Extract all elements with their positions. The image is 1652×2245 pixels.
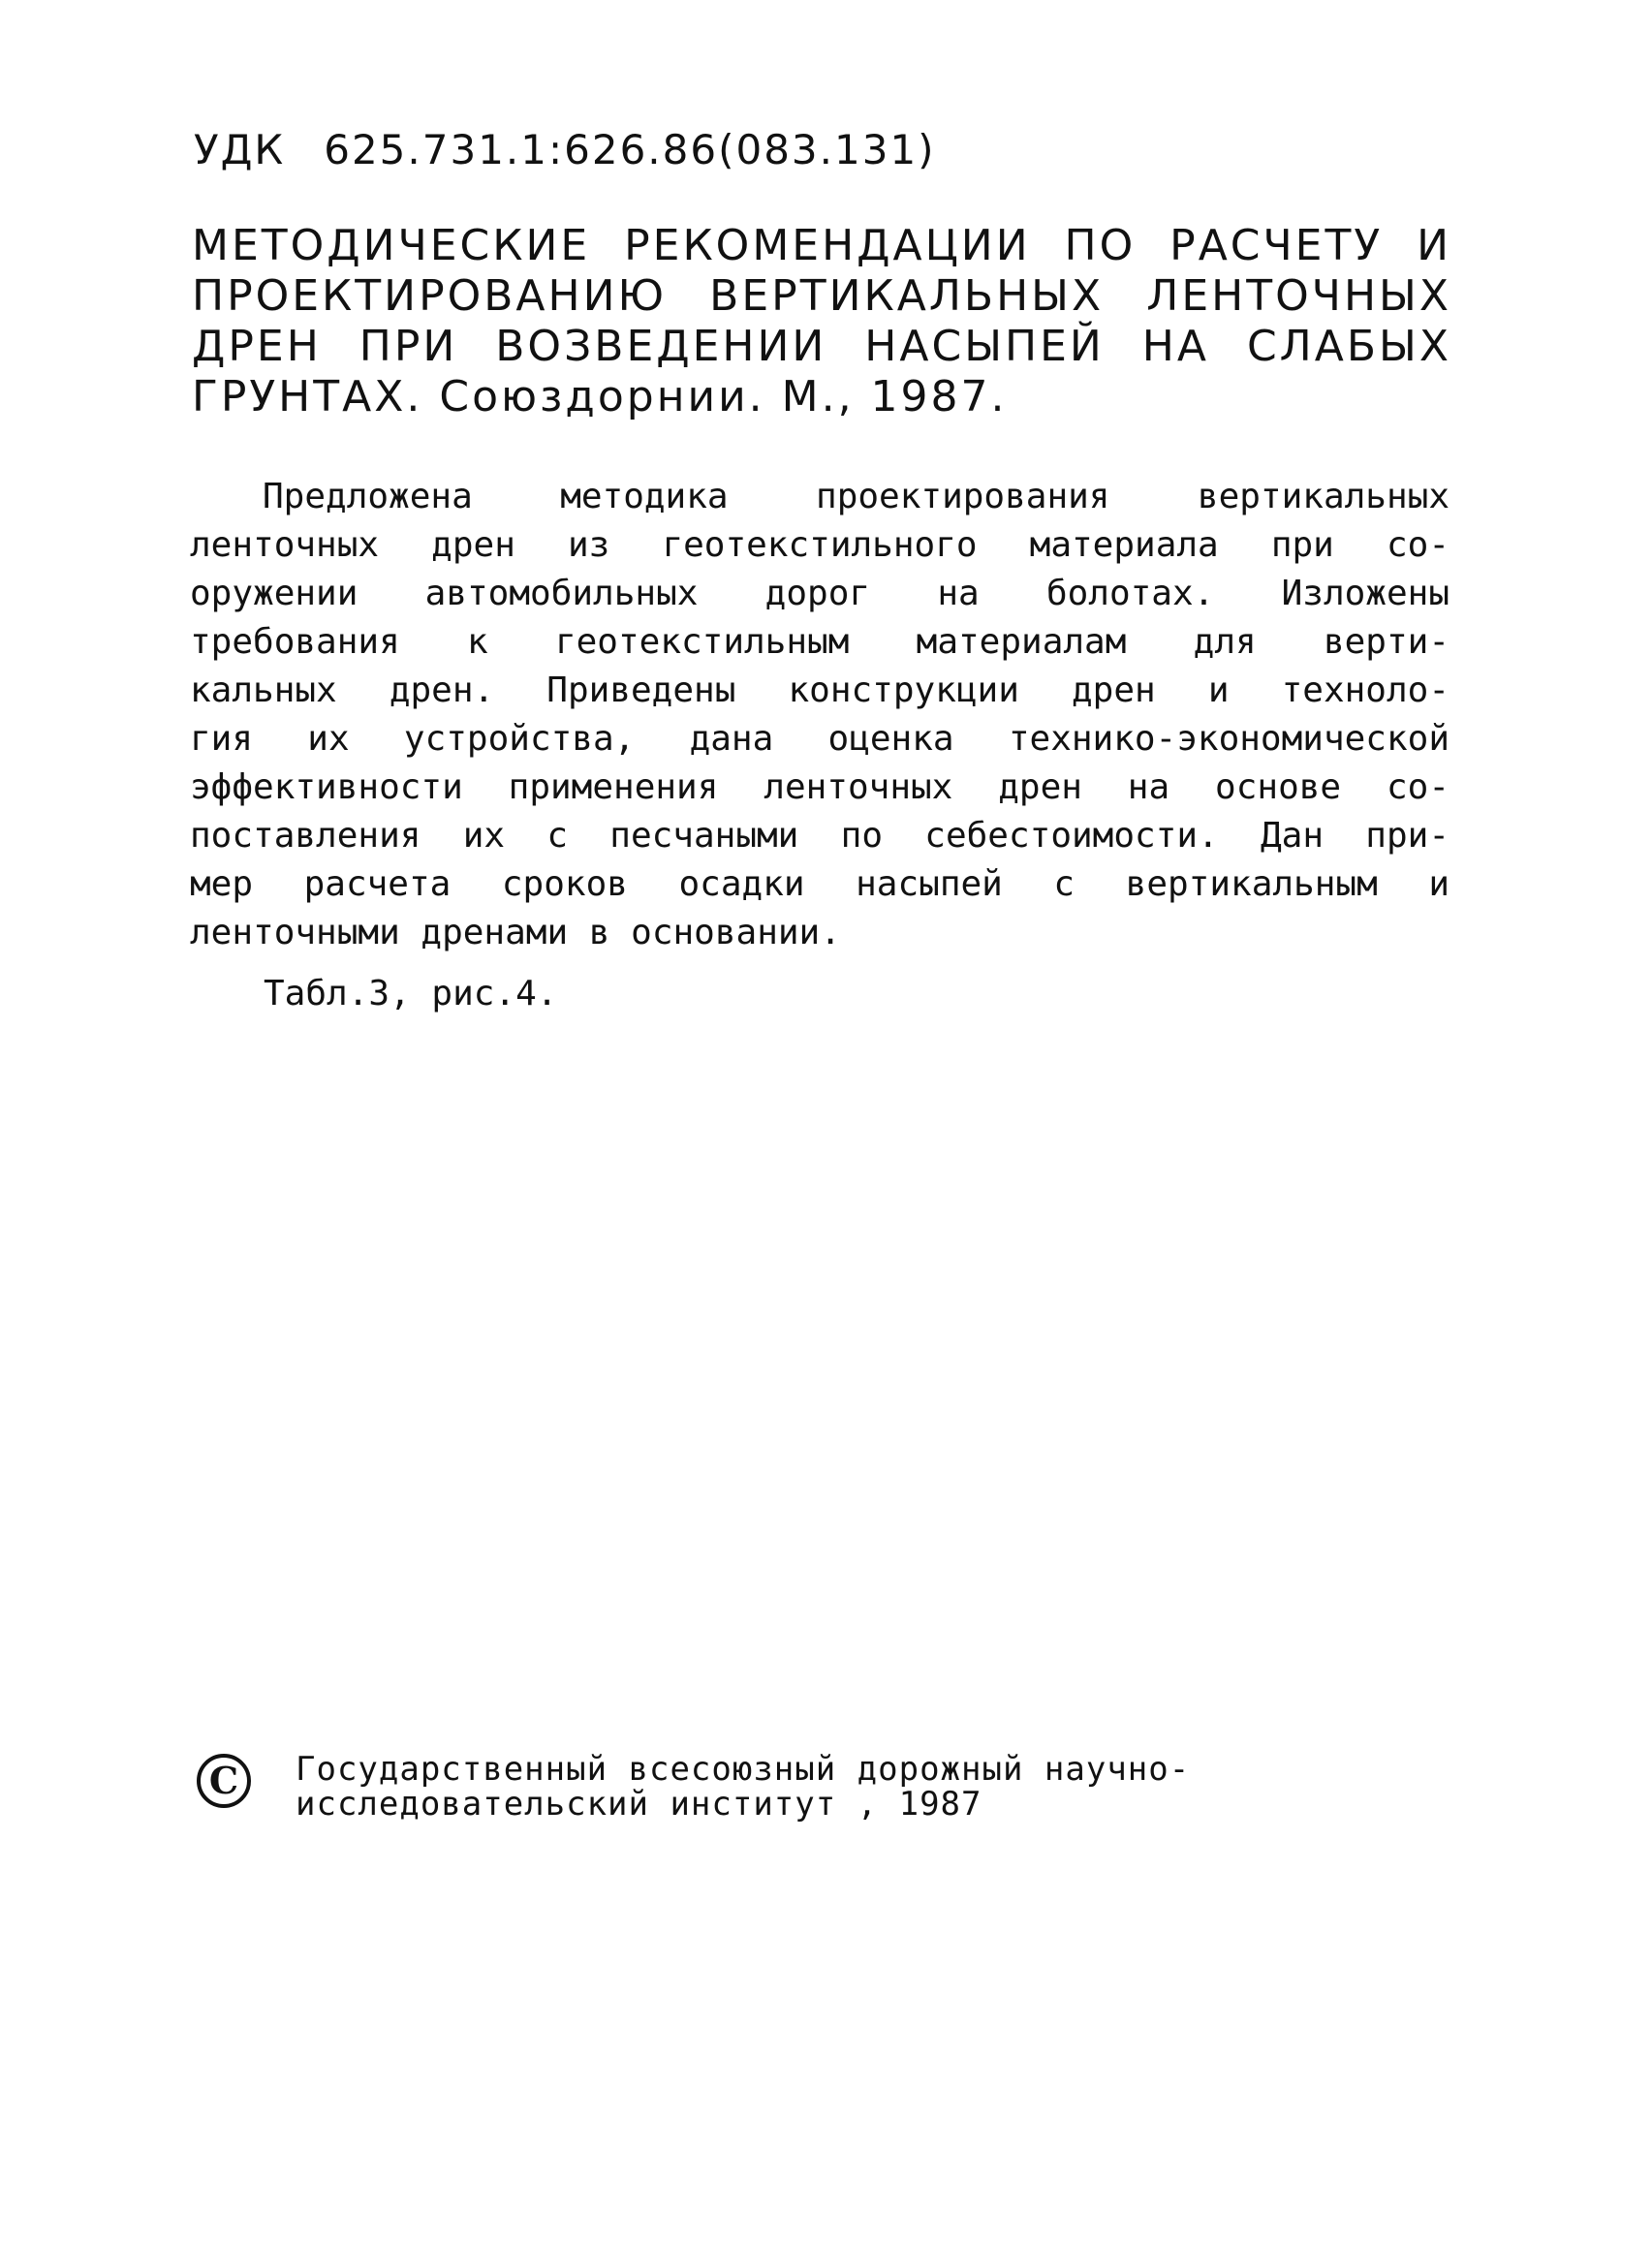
abstract-paragraph bbox=[190, 473, 1449, 957]
udk-label: УДК bbox=[194, 126, 286, 173]
abstract-line: Предложена методика проектирования вертикальных bbox=[263, 477, 1449, 516]
udk-code: 625.731.1:626.86(083.131) bbox=[324, 126, 936, 173]
copyright-line: исследовательский институт , 1987 bbox=[296, 1785, 982, 1824]
copyright-icon: C bbox=[197, 1754, 251, 1808]
abstract-line: кальных дрен. Приведены конструкции дрен и техноло- bbox=[190, 670, 1449, 710]
abstract-line: ленточными дренами в основании. bbox=[190, 913, 841, 952]
copyright-line: Государственный всесоюзный дорожный научно- bbox=[296, 1750, 1191, 1789]
abstract-line: гия их устройства, дана оценка технико-экономической bbox=[190, 719, 1449, 759]
copyright-holder bbox=[296, 1752, 1190, 1822]
document-title bbox=[192, 221, 1451, 422]
abstract-line: ленточных дрен из геотекстильного материала при со- bbox=[190, 525, 1449, 565]
abstract-line: эффективности применения ленточных дрен на основе со- bbox=[190, 767, 1449, 807]
abstract-line: мер расчета сроков осадки насыпей с вертикальным и bbox=[190, 864, 1449, 904]
tables-figures-count: Табл.3, рис.4. bbox=[264, 974, 558, 1013]
title-line: ГРУНТАХ. Союздорнии. М., 1987. bbox=[192, 372, 1008, 421]
title-line: ДРЕН ПРИ ВОЗВЕДЕНИИ НАСЫПЕЙ НА СЛАБЫХ bbox=[192, 322, 1451, 371]
udk-classification bbox=[194, 126, 936, 173]
abstract-line: требования к геотекстильным материалам для верти- bbox=[190, 622, 1449, 662]
title-line: МЕТОДИЧЕСКИЕ РЕКОМЕНДАЦИИ ПО РАСЧЕТУ И bbox=[192, 221, 1451, 270]
abstract-line: оружении автомобильных дорог на болотах. Изложены bbox=[190, 574, 1449, 613]
copyright-notice bbox=[197, 1752, 1190, 1822]
abstract-line: поставления их с песчаными по себестоимости. Дан при- bbox=[190, 816, 1449, 856]
title-line: ПРОЕКТИРОВАНИЮ ВЕРТИКАЛЬНЫХ ЛЕНТОЧНЫХ bbox=[192, 271, 1451, 321]
